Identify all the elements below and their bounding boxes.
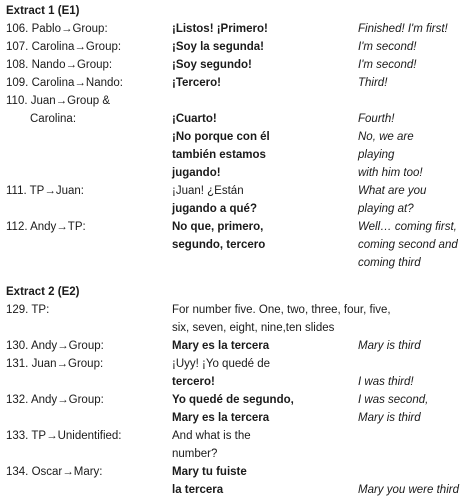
translation-cell: [358, 337, 471, 355]
transcript-turn: [6, 391, 471, 427]
original-utterance-cell: [172, 38, 358, 56]
original-utterance-cell: [172, 92, 358, 182]
speaker-label: 108. Nando→Group:: [6, 59, 113, 71]
original-utterance-line: For number five. One, two, three, four, five,: [172, 304, 391, 316]
translation-line: I was third!: [358, 376, 414, 388]
original-utterance-line: ¡Soy la segunda!: [172, 41, 265, 53]
speaker-cell: [6, 20, 172, 38]
original-utterance-cell: [172, 74, 358, 92]
translation-line: coming third: [358, 257, 421, 269]
transcript-turn: [6, 337, 471, 355]
transcript-turn: [6, 92, 471, 182]
original-utterance-line: ¡Juan! ¿Están: [172, 185, 244, 197]
speaker-label: 107. Carolina→Group:: [6, 41, 122, 53]
speaker-label: 110. Juan→Group &: [6, 95, 110, 107]
original-utterance-line: la tercera: [172, 484, 224, 496]
translation-line: Finished! I'm first!: [358, 23, 448, 35]
translation-line: coming second and: [358, 239, 458, 251]
speaker-label: 133. TP→Unidentified:: [6, 430, 122, 442]
speaker-cell: [6, 427, 172, 463]
translation-line: Mary is third: [358, 412, 421, 424]
translation-cell: [358, 38, 471, 56]
original-utterance-line: también estamos: [172, 149, 266, 161]
translation-line: I'm second!: [358, 41, 417, 53]
original-utterance-cell: [172, 355, 358, 391]
transcript-turn: [6, 20, 471, 38]
speaker-label: Carolina:: [30, 113, 77, 125]
translation-line: I was second,: [358, 394, 429, 406]
original-utterance-line: Mary es la tercera: [172, 412, 270, 424]
speaker-cell: [6, 182, 172, 218]
original-utterance-cell: [172, 20, 358, 38]
speaker-label: 130. Andy→Group:: [6, 340, 104, 352]
original-utterance-line: six, seven, eight, nine,ten slides: [172, 322, 335, 334]
original-utterance-line: No que, primero,: [172, 221, 264, 233]
translation-line: No, we are: [358, 131, 414, 143]
translation-line: with him too!: [358, 167, 423, 179]
original-utterance-cell: [172, 218, 358, 272]
speaker-cell: [6, 337, 172, 355]
translation-cell: [358, 391, 471, 427]
original-utterance-cell: [172, 182, 358, 218]
speaker-label: 109. Carolina→Nando:: [6, 77, 123, 89]
original-utterance-line: Mary es la tercera: [172, 340, 270, 352]
extract-1-rows: [6, 20, 471, 272]
original-utterance-line: ¡Soy segundo!: [172, 59, 252, 71]
transcript-turn: [6, 56, 471, 74]
original-utterance-cell: [172, 427, 358, 463]
translation-cell: [358, 56, 471, 74]
original-utterance-line: Yo quedé de segundo,: [172, 394, 294, 406]
translation-line: playing: [358, 149, 395, 161]
original-utterance-cell: [172, 301, 471, 337]
translation-line: [358, 463, 471, 481]
transcript-turn: [6, 182, 471, 218]
speaker-label: 134. Oscar→Mary:: [6, 466, 103, 478]
translation-cell: [358, 182, 471, 218]
original-utterance-line: ¡Tercero!: [172, 77, 221, 89]
translation-line: playing at?: [358, 203, 414, 215]
translation-cell: [358, 355, 471, 391]
translation-line: Mary is third: [358, 340, 421, 352]
translation-line: Mary you were third: [358, 484, 459, 496]
translation-cell: [358, 92, 471, 182]
speaker-label: 129. TP:: [6, 304, 50, 316]
original-utterance-cell: [172, 56, 358, 74]
original-utterance-cell: [172, 337, 358, 355]
original-utterance-line: ¡Listos! ¡Primero!: [172, 23, 268, 35]
translation-cell: [358, 427, 471, 463]
translation-line: Fourth!: [358, 113, 395, 125]
speaker-cell: [6, 218, 172, 272]
transcript-turn: [6, 38, 471, 56]
original-utterance-cell: [172, 391, 358, 427]
original-utterance-line: tercero!: [172, 376, 215, 388]
speaker-cell: [6, 301, 172, 337]
translation-line: I'm second!: [358, 59, 417, 71]
original-utterance-line: jugando a qué?: [172, 203, 257, 215]
transcript-turn: [6, 301, 471, 337]
extract-2-rows: [6, 301, 471, 499]
extract-2-heading: Extract 2 (E2): [6, 286, 80, 298]
speaker-cell: [6, 56, 172, 74]
speaker-cell: [6, 355, 172, 391]
original-utterance-line: ¡No porque con él: [172, 131, 270, 143]
translation-line: Well… coming first,: [358, 221, 457, 233]
extract-1-heading: Extract 1 (E1): [6, 5, 80, 17]
original-utterance-line: ¡Uyy! ¡Yo quedé de: [172, 358, 271, 370]
transcript-turn: [6, 218, 471, 272]
speaker-label: 132. Andy→Group:: [6, 394, 104, 406]
translation-cell: [358, 74, 471, 92]
transcript-turn: [6, 74, 471, 92]
original-utterance-line: Mary tu fuiste: [172, 466, 247, 478]
speaker-label: 111. TP→Juan:: [6, 185, 84, 197]
original-utterance-line: ¡Cuarto!: [172, 113, 217, 125]
translation-line: [358, 92, 471, 110]
translation-line: Third!: [358, 77, 388, 89]
transcript-document: [6, 2, 471, 499]
translation-line: [358, 355, 471, 373]
original-utterance-line: [172, 92, 358, 110]
original-utterance-line: And what is the: [172, 430, 251, 442]
translation-line: What are you: [358, 185, 427, 197]
transcript-turn: [6, 355, 471, 391]
speaker-cell: [6, 391, 172, 427]
translation-cell: [358, 20, 471, 38]
speaker-label: 106. Pablo→Group:: [6, 23, 108, 35]
speaker-label: 112. Andy→TP:: [6, 221, 86, 233]
translation-cell: [358, 218, 471, 272]
speaker-label: 131. Juan→Group:: [6, 358, 104, 370]
speaker-cell: [6, 92, 172, 182]
speaker-cell: [6, 74, 172, 92]
speaker-cell: [6, 38, 172, 56]
original-utterance-line: number?: [172, 448, 218, 460]
transcript-turn: [6, 427, 471, 463]
original-utterance-line: segundo, tercero: [172, 239, 266, 251]
original-utterance-line: jugando!: [172, 167, 221, 179]
